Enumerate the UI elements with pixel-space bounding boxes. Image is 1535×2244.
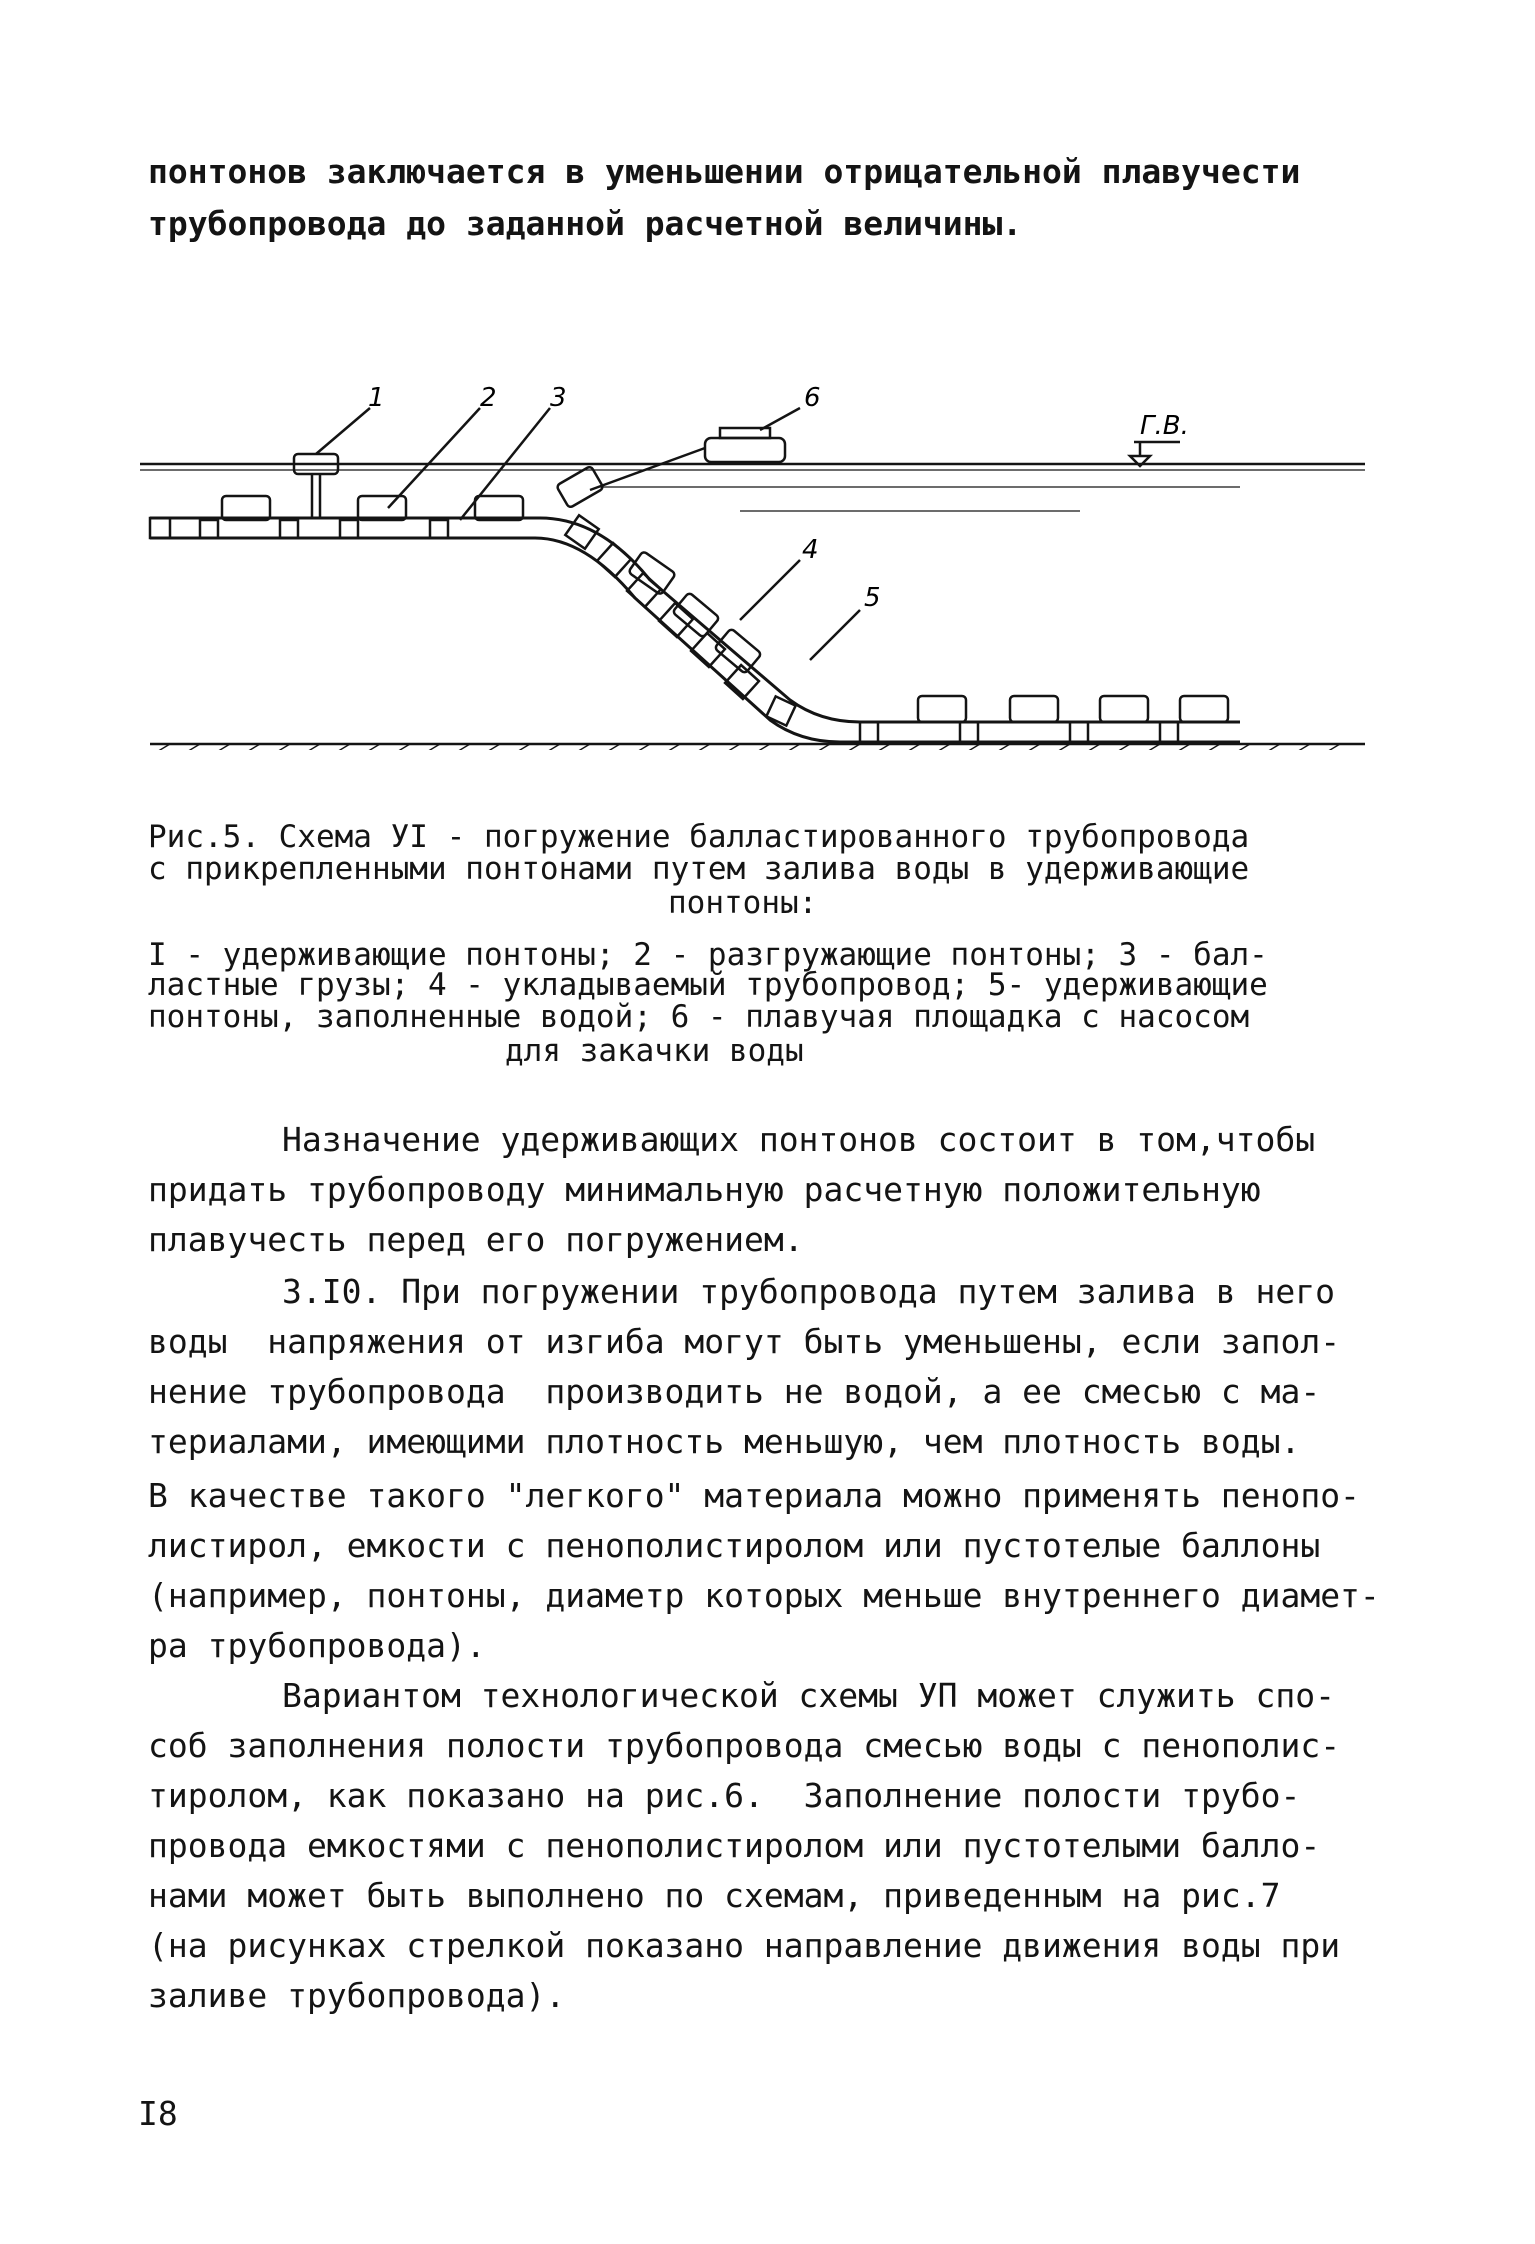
callout-4: 4	[802, 535, 819, 565]
body-line: провода емкостями с пенополистиролом или пустотелыми балло-	[148, 1826, 1321, 1865]
body-line: Назначение удерживающих понтонов состоит в том,чтобы	[282, 1120, 1316, 1159]
legend-line: для закачки воды	[505, 1033, 804, 1069]
body-line: (например, понтоны, диаметр которых меньше внутреннего диамет-	[148, 1576, 1380, 1615]
body-line: (на рисунках стрелкой показано направление движения воды при	[148, 1926, 1341, 1965]
body-line: 3.I0. При погружении трубопровода путем залива в него	[282, 1272, 1335, 1311]
body-line: листирол, емкости с пенополистиролом или пустотелые баллоны	[148, 1526, 1321, 1565]
paragraph-line: понтонов заключается в уменьшении отрицательной плавучести	[148, 152, 1301, 191]
water-level-label: Г.В.	[1140, 411, 1189, 441]
callout-6: 6	[804, 383, 821, 413]
legend-line: понтоны, заполненные водой; 6 - плавучая площадка с насосом	[148, 999, 1250, 1035]
body-line: Вариантом технологической схемы УП может служить спо-	[282, 1676, 1335, 1715]
body-line: териалами, имеющими плотность меньшую, чем плотность воды.	[148, 1422, 1301, 1461]
body-line: нение трубопровода производить не водой, а ее смесью с ма-	[148, 1372, 1321, 1411]
pipeline-figure	[140, 370, 1380, 750]
body-line: ра трубопровода).	[148, 1626, 486, 1665]
body-line: воды напряжения от изгиба могут быть уменьшены, если запол-	[148, 1322, 1341, 1361]
callout-1: 1	[368, 383, 385, 413]
legend-line: I - удерживающие понтоны; 2 - разгружающие понтоны; 3 - бал-	[148, 937, 1268, 973]
body-line: придать трубопроводу минимальную расчетную положительную	[148, 1170, 1261, 1209]
body-line: В качестве такого "легкого" материала можно применять пенопо-	[148, 1476, 1360, 1515]
callout-3: 3	[550, 383, 567, 413]
paragraph-line: трубопровода до заданной расчетной величины.	[148, 204, 1023, 243]
callout-2: 2	[480, 383, 497, 413]
figure-caption-line: Рис.5. Схема УI - погружение балластированного трубопровода	[148, 819, 1250, 855]
body-line: плавучесть перед его погружением.	[148, 1220, 804, 1259]
page-number: I8	[138, 2094, 178, 2133]
body-line: тиролом, как показано на рис.6. Заполнение полости трубо-	[148, 1776, 1301, 1815]
figure-caption-line: с прикрепленными понтонами путем залива воды в удерживающие	[148, 851, 1250, 887]
body-line: соб заполнения полости трубопровода смесью воды с пенополис-	[148, 1726, 1341, 1765]
body-line: заливе трубопровода).	[148, 1976, 566, 2015]
body-line: нами может быть выполнено по схемам, приведенным на рис.7	[148, 1876, 1281, 1915]
legend-line: ластные грузы; 4 - укладываемый трубопровод; 5- удерживающие	[148, 967, 1268, 1003]
figure-caption-line: понтоны:	[668, 885, 818, 921]
callout-5: 5	[864, 583, 881, 613]
